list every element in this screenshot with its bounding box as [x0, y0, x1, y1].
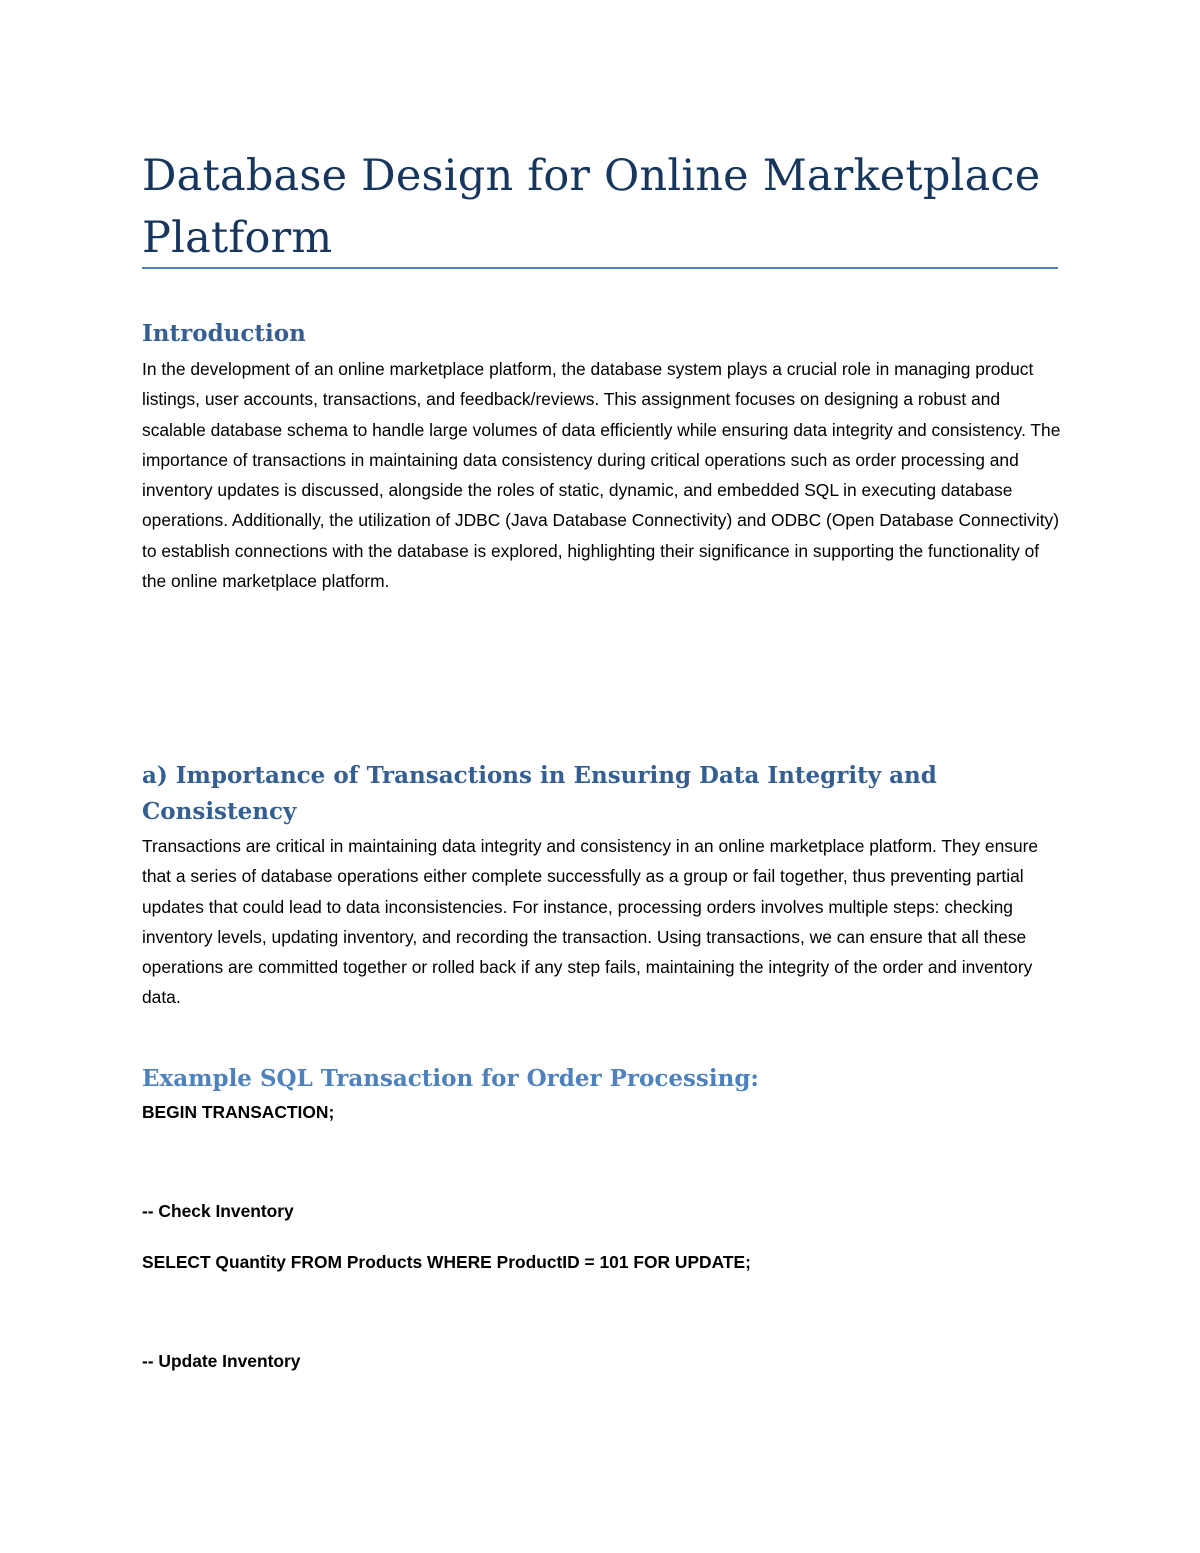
code-line-begin-transaction: BEGIN TRANSACTION; [142, 1102, 335, 1122]
transactions-paragraph: Transactions are critical in maintaining data integrity and consistency in an online marketplace platform. They ensure that a series of database operations either complete successfully as a group or fail together, thus preventing partial updates that could lead to data inconsistencies. For instance, processing orders involves multiple steps: checking inventory levels, updating inventory, and recording the transaction. Using transactions, we can ensure that all these operations are committed together or rolled back if any step fails, maintaining the integrity of the order and inventory data. [142, 836, 1039, 1008]
introduction-paragraph: In the development of an online marketplace platform, the database system plays a crucial role in managing product listings, user accounts, transactions, and feedback/reviews. This assignment focuses on designing a robust and scalable database schema to handle large volumes of data efficiently while ensuring data integrity and consistency. The importance of transactions in maintaining data consistency during critical operations such as order processing and inventory updates is discussed, alongside the roles of static, dynamic, and embedded SQL in executing database operations. Additionally, the utilization of JDBC (Java Database Connectivity) and ODBC (Open Database Connectivity) to establish connections with the database is explored, highlighting their significance in supporting the functionality of the online marketplace platform. [142, 359, 1061, 592]
title-underline-rule [142, 267, 1058, 269]
code-line-update-inventory-comment: -- Update Inventory [142, 1351, 301, 1371]
transactions-heading: a) Importance of Transactions in Ensuring Data Integrity and Consistency [142, 762, 937, 825]
example-sql-heading: Example SQL Transaction for Order Processing: [142, 1065, 759, 1092]
code-line-select-quantity: SELECT Quantity FROM Products WHERE ProductID = 101 FOR UPDATE; [142, 1252, 751, 1272]
code-line-check-inventory-comment: -- Check Inventory [142, 1201, 294, 1221]
introduction-heading: Introduction [142, 320, 306, 347]
document-title: Database Design for Online Marketplace Platform [142, 151, 1041, 263]
